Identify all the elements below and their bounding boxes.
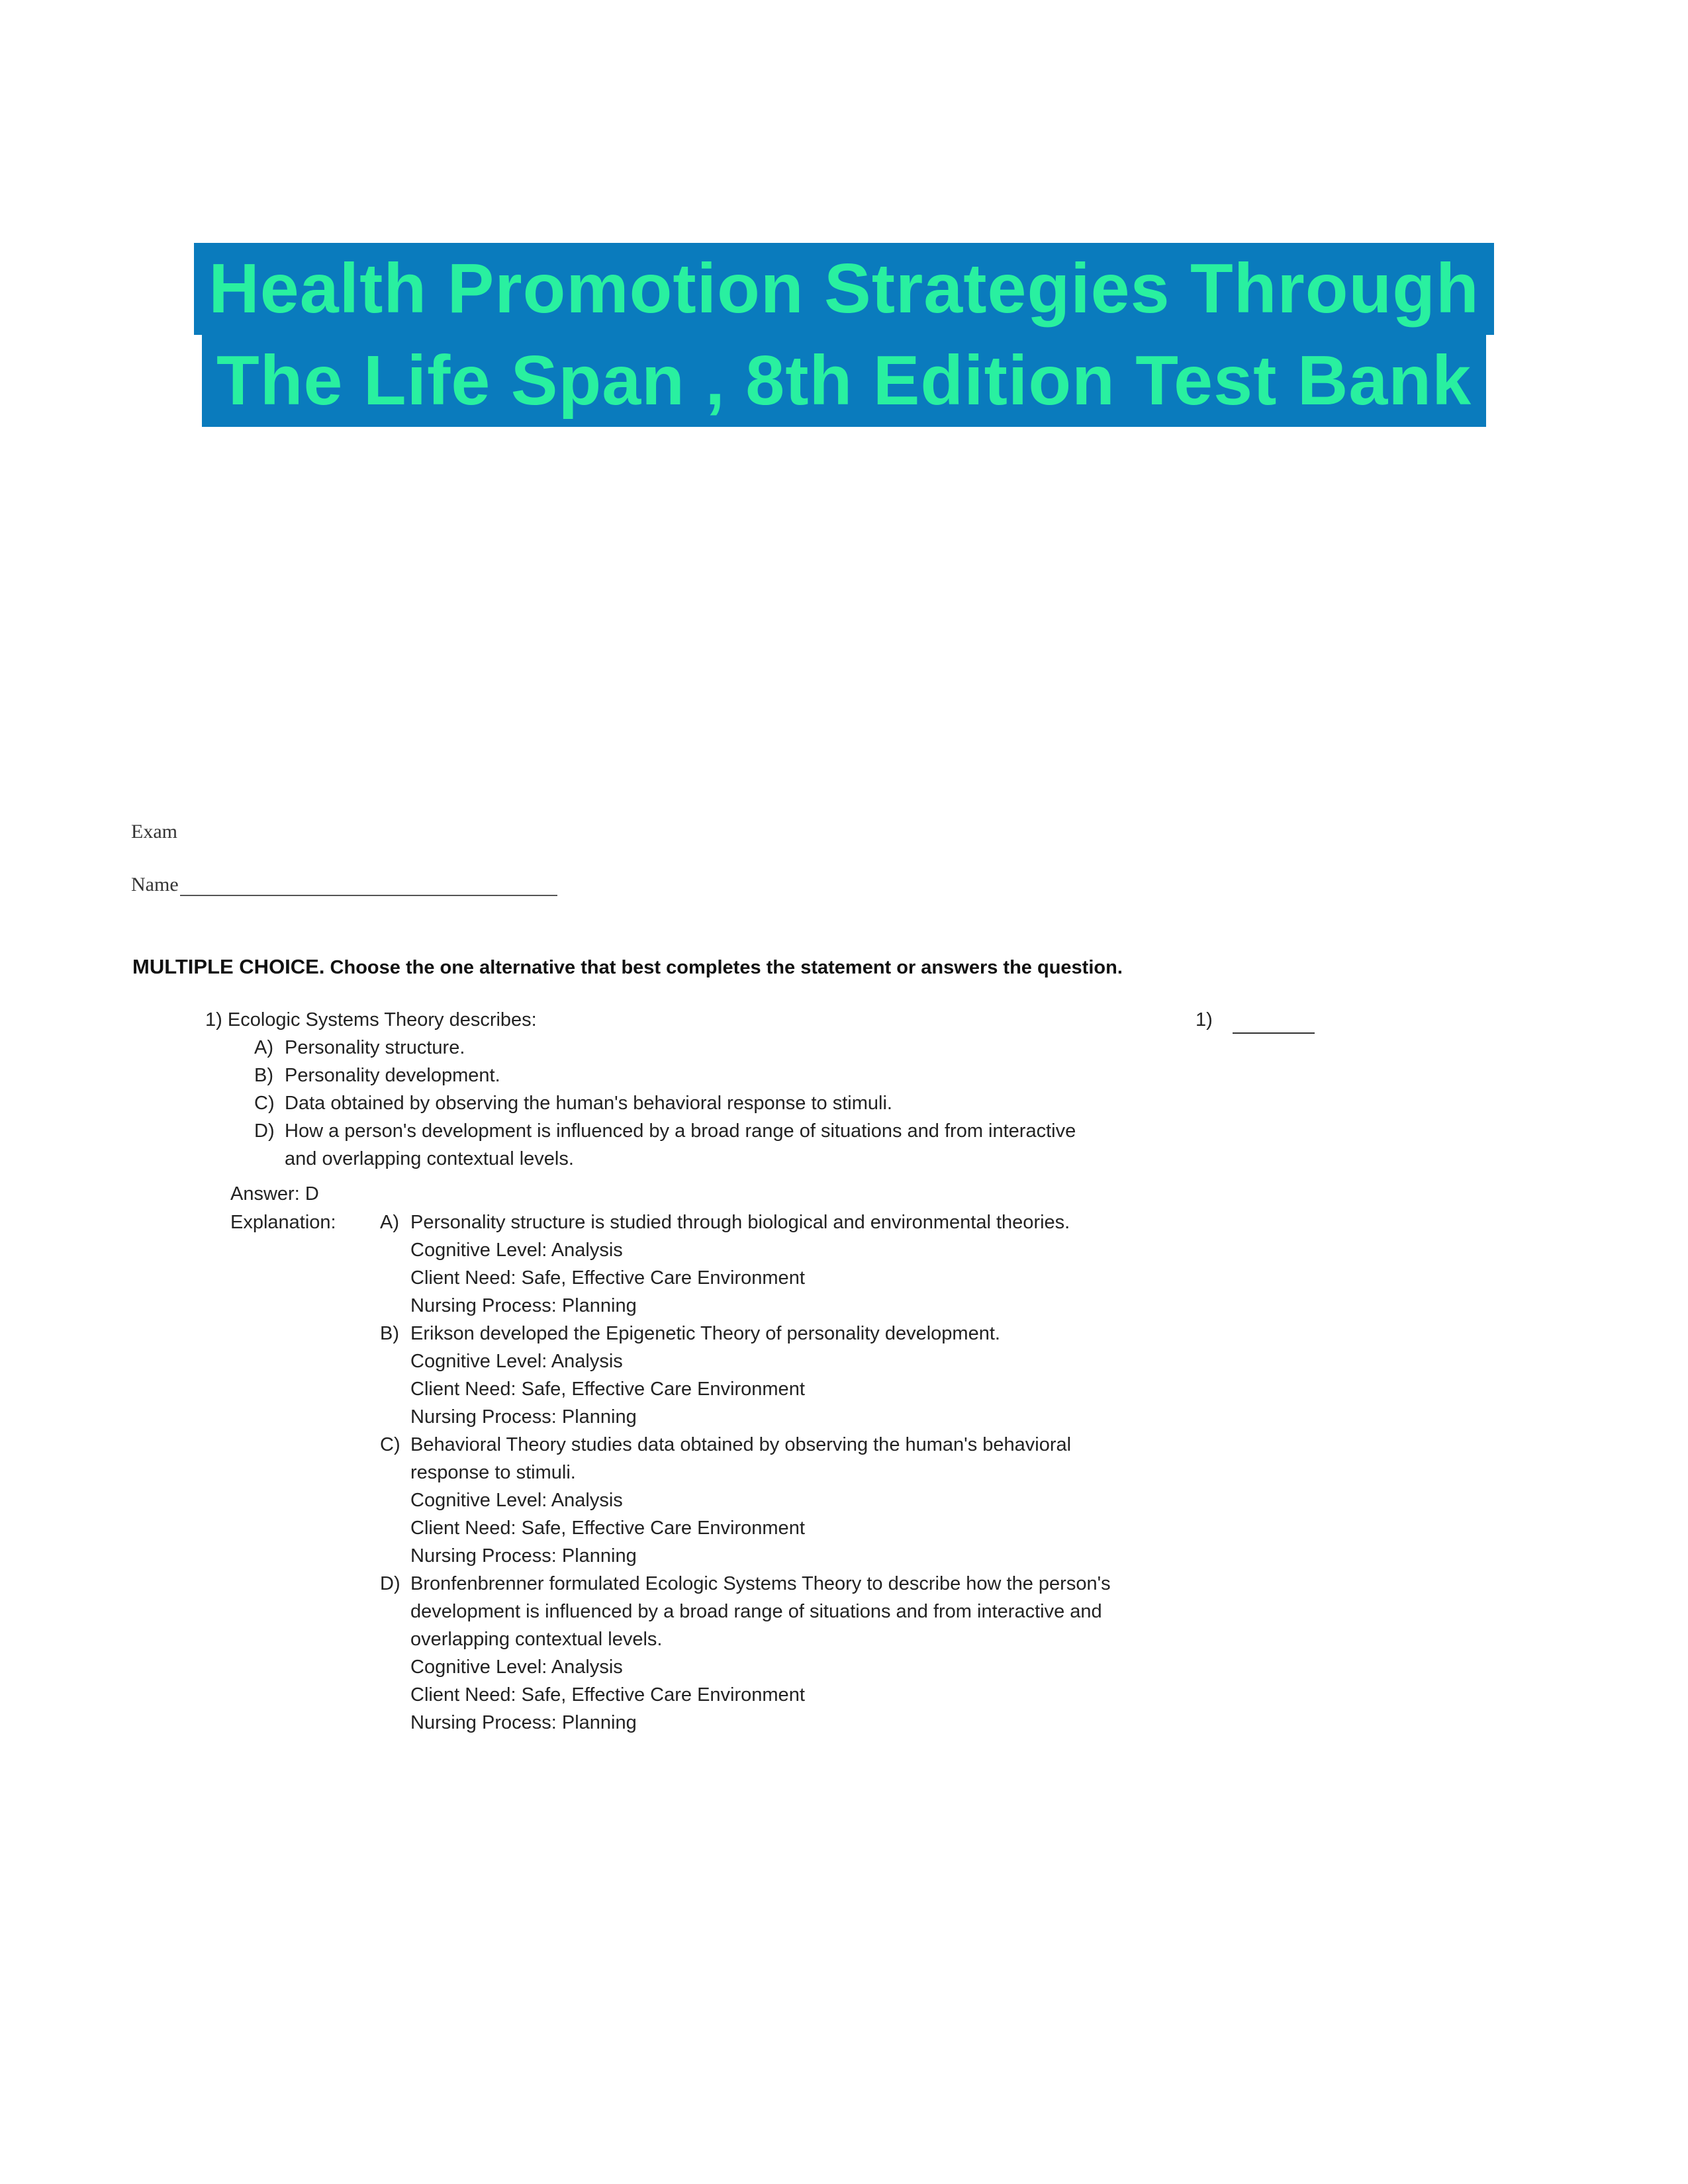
name-field [131, 874, 557, 896]
explanation-line: Client Need: Safe, Effective Care Environment [410, 1518, 805, 1539]
choice-letter: D) [254, 1120, 275, 1142]
instructions-heading: MULTIPLE CHOICE. [132, 955, 325, 978]
choice-text: Data obtained by observing the human's behavioral response to stimuli. [285, 1093, 892, 1114]
explanation-line: Nursing Process: Planning [410, 1295, 637, 1316]
document-title [0, 243, 1688, 427]
question-number: 1) [205, 1009, 222, 1030]
explanation-line: Erikson developed the Epigenetic Theory of personality development. [410, 1323, 1000, 1344]
explanation-line: Cognitive Level: Analysis [410, 1490, 623, 1511]
choice-a [254, 1034, 465, 1062]
explanation-line: Client Need: Safe, Effective Care Environment [410, 1267, 805, 1289]
instructions [132, 955, 1123, 979]
explanation-line: Bronfenbrenner formulated Ecologic Systems Theory to describe how the person's [410, 1573, 1111, 1594]
explanation-line: Cognitive Level: Analysis [410, 1240, 623, 1261]
question-stem [205, 1006, 537, 1034]
explanation-b [380, 1320, 1000, 1347]
explanation-letter: D) [380, 1573, 400, 1594]
choice-text: Personality structure. [285, 1037, 465, 1058]
explanation-line: Behavioral Theory studies data obtained by observing the human's behavioral [410, 1434, 1072, 1455]
explanation-letter: A) [380, 1212, 399, 1233]
explanation-line: Nursing Process: Planning [410, 1712, 637, 1733]
explanation-line: Cognitive Level: Analysis [410, 1351, 623, 1372]
title-line-2: The Life Span , 8th Edition Test Bank [202, 335, 1486, 427]
choice-b [254, 1062, 500, 1089]
explanation-line: Client Need: Safe, Effective Care Environment [410, 1379, 805, 1400]
title-line-1: Health Promotion Strategies Through [194, 243, 1494, 335]
explanation-line: overlapping contextual levels. [410, 1629, 663, 1650]
exam-label: Exam [131, 821, 177, 842]
choice-text: How a person's development is influenced by a broad range of situations and from interactive [285, 1120, 1076, 1142]
explanation-a [380, 1208, 1070, 1236]
answer-key: Answer: D [230, 1183, 319, 1205]
instructions-text: Choose the one alternative that best completes the statement or answers the question. [330, 957, 1123, 978]
explanation-line: Personality structure is studied through biological and environmental theories. [410, 1212, 1070, 1233]
choice-letter: B) [254, 1065, 273, 1086]
name-blank-line [180, 880, 557, 896]
explanation-line: response to stimuli. [410, 1462, 576, 1483]
name-label: Name [131, 874, 179, 895]
answer-blank-line [1233, 1013, 1315, 1034]
question-text: Ecologic Systems Theory describes: [227, 1009, 537, 1030]
explanation-line: Nursing Process: Planning [410, 1545, 637, 1567]
choice-d-continued: and overlapping contextual levels. [285, 1148, 574, 1169]
explanation-line: Cognitive Level: Analysis [410, 1657, 623, 1678]
explanation-label: Explanation: [230, 1212, 336, 1233]
choice-letter: A) [254, 1037, 273, 1058]
explanation-line: Client Need: Safe, Effective Care Environment [410, 1684, 805, 1706]
answer-slot [1196, 1006, 1315, 1034]
explanation-letter: B) [380, 1323, 399, 1344]
choice-text: Personality development. [285, 1065, 500, 1086]
explanation-line: Nursing Process: Planning [410, 1406, 637, 1428]
explanation-letter: C) [380, 1434, 400, 1455]
explanation-c [380, 1431, 1071, 1459]
answer-slot-number: 1) [1196, 1009, 1213, 1030]
explanation-line: development is influenced by a broad range of situations and from interactive and [410, 1601, 1102, 1622]
choice-d [254, 1117, 1076, 1145]
explanation-d [380, 1570, 1111, 1598]
choice-letter: C) [254, 1093, 275, 1114]
choice-c [254, 1089, 892, 1117]
